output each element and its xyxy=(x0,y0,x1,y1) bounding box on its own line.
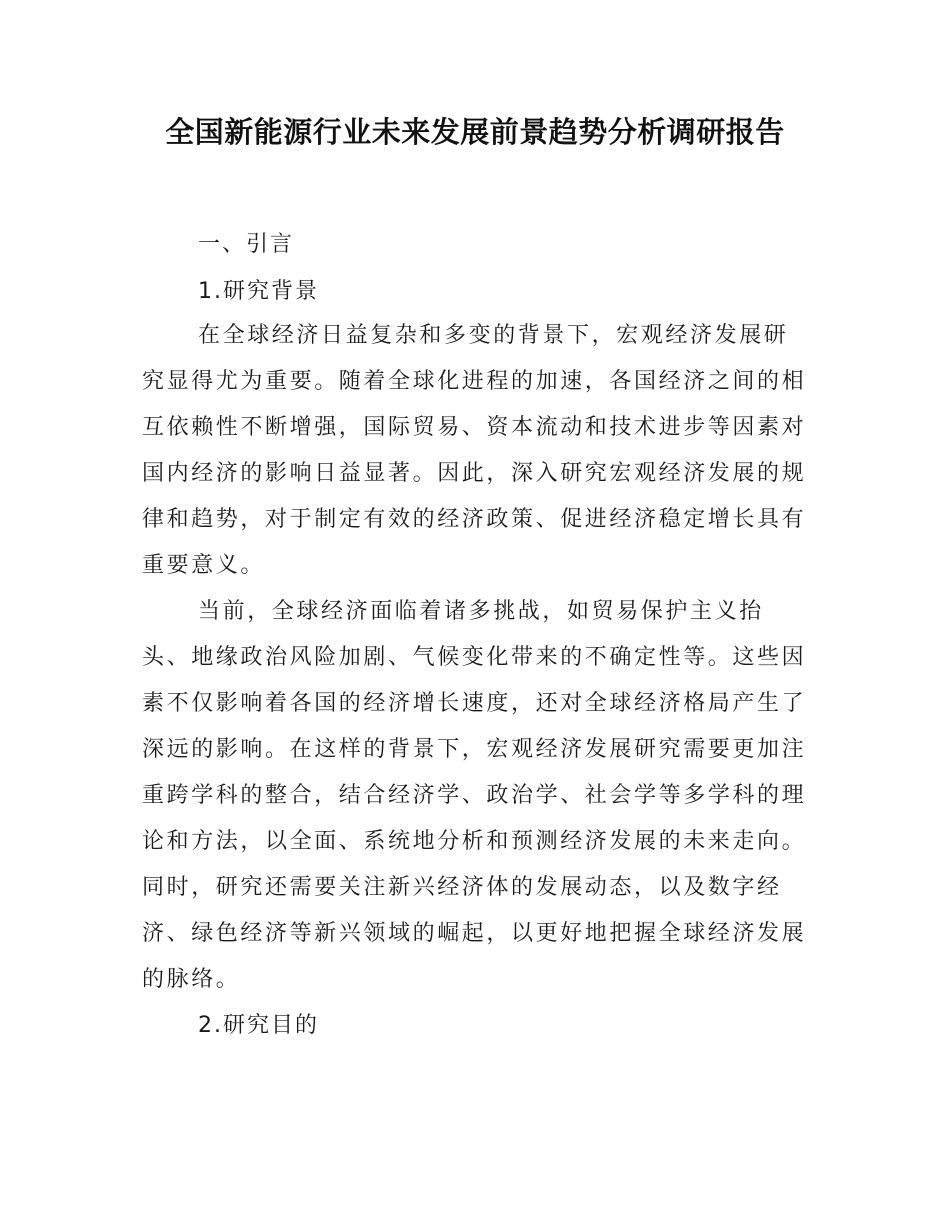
subsection-heading-research-background: 1.研究背景 xyxy=(198,279,319,304)
paragraph-line: 重要意义。 xyxy=(142,553,266,578)
subsection-heading-research-purpose: 2.研究目的 xyxy=(198,1013,319,1038)
paragraph-line: 重跨学科的整合，结合经济学、政治学、社会学等多学科的理 xyxy=(142,783,807,808)
paragraph-line: 当前，全球经济面临着诸多挑战，如贸易保护主义抬 xyxy=(198,599,764,624)
paragraph-line: 素不仅影响着各国的经济增长速度，还对全球经济格局产生了 xyxy=(142,691,807,716)
paragraph-line: 律和趋势，对于制定有效的经济政策、促进经济稳定增长具有 xyxy=(142,507,807,532)
paragraph-line: 济、绿色经济等新兴领域的崛起，以更好地把握全球经济发展 xyxy=(142,921,807,946)
paragraph-line: 究显得尤为重要。随着全球化进程的加速，各国经济之间的相 xyxy=(142,369,807,394)
paragraph-line: 的脉络。 xyxy=(142,967,241,992)
section-heading-introduction: 一、引言 xyxy=(198,232,295,257)
paragraph-line: 在全球经济日益复杂和多变的背景下，宏观经济发展研 xyxy=(198,323,789,348)
paragraph-research-background-2 xyxy=(142,589,812,1003)
document-title: 全国新能源行业未来发展前景趋势分析调研报告 xyxy=(165,115,785,149)
paragraph-line: 论和方法，以全面、系统地分析和预测经济发展的未来走向。 xyxy=(142,829,807,854)
paragraph-line: 深远的影响。在这样的背景下，宏观经济发展研究需要更加注 xyxy=(142,737,807,762)
paragraph-line: 互依赖性不断增强，国际贸易、资本流动和技术进步等因素对 xyxy=(142,415,807,440)
paragraph-line: 头、地缘政治风险加剧、气候变化带来的不确定性等。这些因 xyxy=(142,645,807,670)
paragraph-research-background-1 xyxy=(142,313,812,589)
paragraph-line: 国内经济的影响日益显著。因此，深入研究宏观经济发展的规 xyxy=(142,461,807,486)
paragraph-line: 同时，研究还需要关注新兴经济体的发展动态，以及数字经 xyxy=(142,875,782,900)
